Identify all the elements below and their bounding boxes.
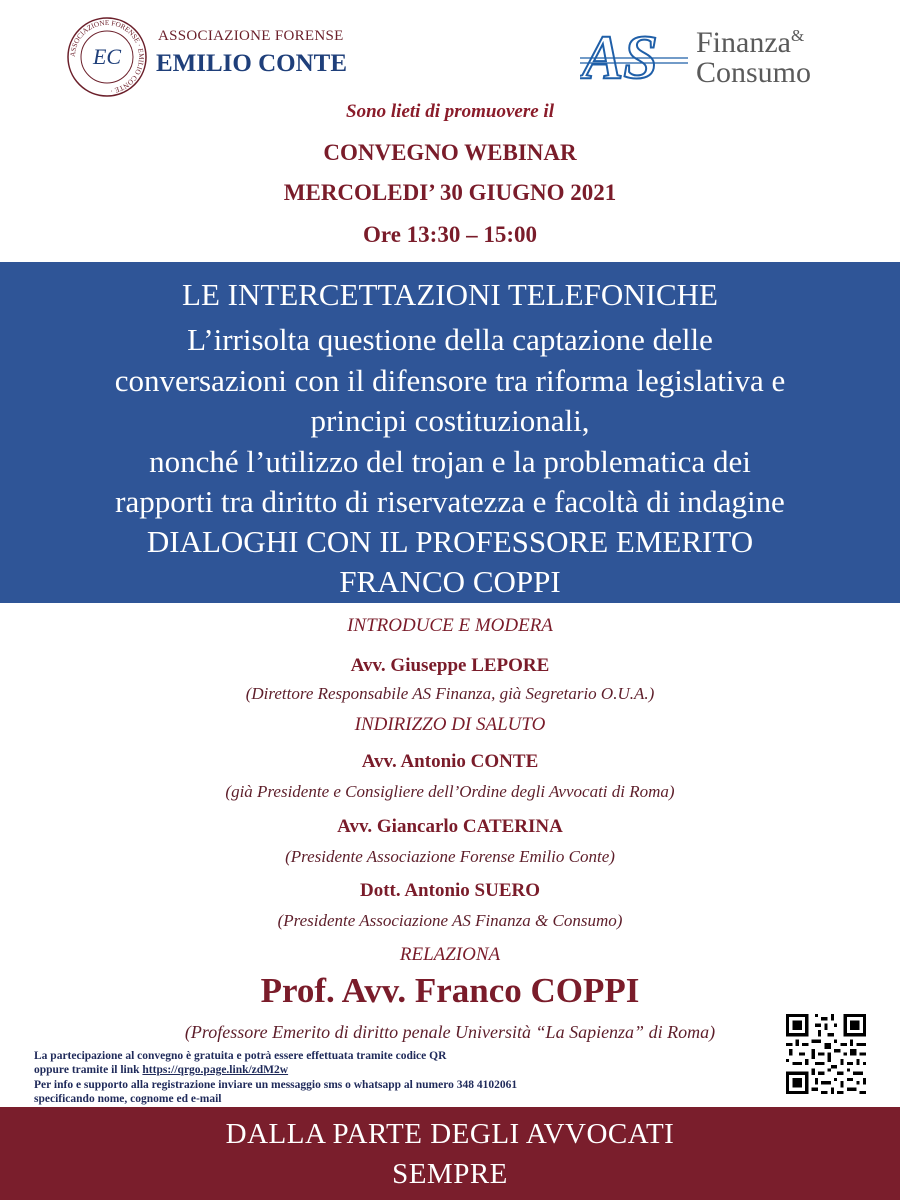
subtitle-line: rapporti tra diritto di riservatezza e facoltà di indagine — [115, 484, 785, 519]
relator-label: RELAZIONA — [399, 944, 501, 965]
promo-text: Sono lieti di promuovere il — [346, 101, 554, 122]
speaker-name: Dott. Antonio SUERO — [360, 880, 540, 901]
relator-name: Prof. Avv. Franco COPPI — [260, 971, 640, 1010]
moderator-label: INTRODUCE E MODERA — [347, 615, 553, 636]
registration-link[interactable]: https://qrgo.page.link/zdM2w — [142, 1064, 289, 1076]
as-monogram-icon — [580, 22, 690, 92]
info-specify: specificando nome, cognome ed e-mail — [34, 1093, 222, 1105]
seal-monogram: EC — [92, 44, 122, 69]
logo-line-consumo: Consumo — [696, 56, 812, 89]
info-link-line: oppure tramite il link https://qrgo.page.link/zdM2w — [34, 1064, 289, 1076]
moderator-role: (Direttore Responsabile AS Finanza, già Segretario O.U.A.) — [245, 684, 655, 703]
qr-code-icon[interactable] — [786, 1014, 866, 1094]
relator-role: (Professore Emerito di diritto penale Università “La Sapienza” di Roma) — [184, 1022, 716, 1042]
event-type: CONVEGNO WEBINAR — [323, 140, 577, 165]
greeting-label: INDIRIZZO DI SALUTO — [354, 714, 546, 735]
associazione-forense-logo — [66, 14, 366, 104]
event-date: MERCOLEDI’ 30 GIUGNO 2021 — [283, 180, 617, 205]
seal-ring-text: ASSOCIAZIONE FORENSE · EMILIO CONTE · — [68, 18, 146, 95]
speaker-role: (già Presidente e Consigliere dell’Ordine degli Avvocati di Roma) — [225, 782, 675, 801]
title-line: LE INTERCETTAZIONI TELEFONICHE — [182, 277, 718, 312]
seal-emblem-icon — [66, 16, 148, 98]
logo-line-finanza: Finanza& — [696, 26, 805, 59]
footer-slogan-sempre: SEMPRE — [392, 1158, 508, 1190]
moderator-name: Avv. Giuseppe LEPORE — [350, 655, 550, 676]
event-time: Ore 13:30 – 15:00 — [363, 222, 537, 247]
speaker-role: (Presidente Associazione Forense Emilio Conte) — [285, 847, 615, 866]
info-support: Per info e supporto alla registrazione inviare un messaggio sms o whatsapp al numero 348 4102061 — [34, 1079, 518, 1091]
dialogue-line: FRANCO COPPI — [339, 564, 561, 599]
speaker-name: Avv. Giancarlo CATERINA — [337, 816, 563, 837]
speaker-name: Avv. Antonio CONTE — [361, 751, 539, 772]
footer-slogan: DALLA PARTE DEGLI AVVOCATI — [225, 1118, 675, 1150]
info-participation: La partecipazione al convegno è gratuita e potrà essere effettuata tramite codice QR — [34, 1050, 447, 1062]
subtitle-line: L’irrisolta questione della captazione delle — [187, 322, 713, 357]
speaker-role: (Presidente Associazione AS Finanza & Consumo) — [277, 911, 623, 930]
as-finanza-consumo-logo — [580, 22, 840, 92]
subtitle-line: nonché l’utilizzo del trojan e la problematica dei — [149, 444, 751, 479]
logo-line-emilio-conte: EMILIO CONTE — [156, 50, 348, 77]
svg-text:AS: AS — [582, 24, 658, 92]
subtitle-line: principi costituzionali, — [310, 403, 590, 438]
logo-line-association: ASSOCIAZIONE FORENSE — [158, 28, 344, 44]
dialogue-line: DIALOGHI CON IL PROFESSORE EMERITO — [146, 524, 754, 559]
subtitle-line: conversazioni con il difensore tra riforma legislativa e — [114, 363, 786, 398]
